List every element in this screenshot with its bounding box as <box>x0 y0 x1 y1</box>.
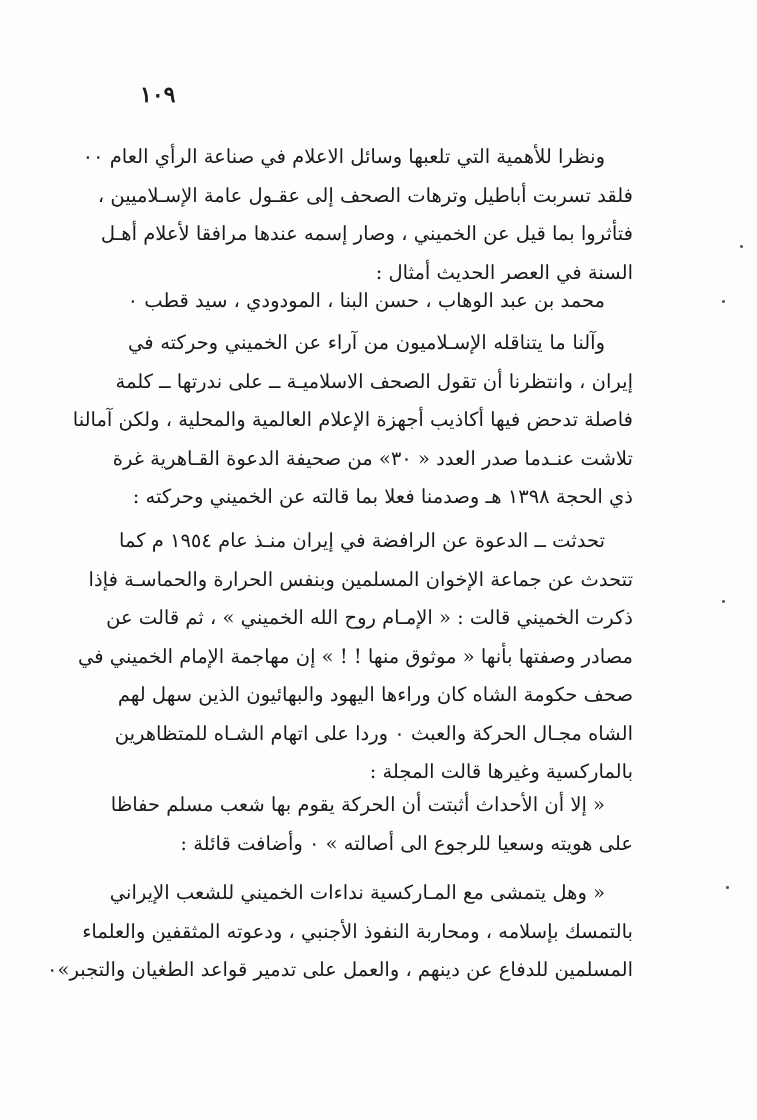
text-line: مصادر وصفتها بأنها « موثوق منها ! ! » إن مهاجمة الإمام الخميني في <box>77 644 633 668</box>
paragraph-names-list <box>128 282 633 321</box>
text-line: « وهل يتمشى مع المـاركسية نداءات الخميني للشعب الإيراني <box>109 881 605 904</box>
text-line: على هويته وسعيا للرجوع الى أصالته » ٠ وأضافت قائلة : <box>180 831 633 855</box>
text-line: تتحدث عن جماعة الإخوان المسلمين وبنفس الحرارة والحماسـة فإذا <box>88 567 633 591</box>
text-line: فتأثروا بما قيل عن الخميني ، وصار إسمه عندها مرافقا لأعلام أهـل <box>100 222 633 245</box>
paragraph-dawa-issue <box>72 324 633 517</box>
paragraph-media-influence <box>82 138 633 292</box>
text-line: تحدثت ــ الدعوة عن الرافضة في إيران منـذ عام ١٩٥٤ م كما <box>119 529 605 552</box>
text-line: فلقد تسربت أباطيل وترهات الصحف إلى عقـول عامة الإسـلاميين ، <box>97 183 633 207</box>
text-line: السنة في العصر الحديث أمثال : <box>375 260 633 284</box>
margin-speck <box>740 245 743 248</box>
text-line: وآلنا ما يتناقله الإسـلاميون من آراء عن الخميني وحركته في <box>128 331 605 354</box>
text-line: المسلمين للدفاع عن دينهم ، والعمل على تدمير قواعد الطغيان والتجبر»٠ <box>47 958 633 981</box>
text-line: ونظرا للأهمية التي تلعبها وسائل الاعلام في صناعة الرأي العام ٠٠ <box>82 145 605 168</box>
text-line: إيران ، وانتظرنا أن تقول الصحف الاسلاميـة ــ على ندرتها ــ كلمة <box>115 369 633 393</box>
text-line: الشاه مجـال الحركة والعبث ٠ وردا على اتهام الشـاه للمتظاهرين <box>114 721 633 745</box>
text-line: ذكرت الخميني قالت : « الإمـام روح الله الخميني » ، ثم قالت عن <box>106 606 633 629</box>
text-line: بالتمسك بإسلامه ، ومحاربة النفوذ الأجنبي ، ودعوته المثقفين والعلماء <box>82 919 633 943</box>
paragraph-dawa-report <box>77 522 633 792</box>
text-line: محمد بن عبد الوهاب ، حسن البنا ، المودودي ، سيد قطب ٠ <box>127 289 605 312</box>
text-line: صحف حكومة الشاه كان وراءها اليهود والبهائيون الذين سهل لهم <box>117 683 633 706</box>
margin-speck <box>722 600 725 603</box>
text-line: « إلا أن الأحداث أثبتت أن الحركة يقوم بها شعب مسلم حفاظا <box>110 793 605 816</box>
text-line: ذي الحجة ١٣٩٨ هـ وصدمنا فعلا بما قالته عن الخميني وحركته : <box>132 485 633 508</box>
page-number: ١٠٩ <box>140 82 176 108</box>
text-line: فاصلة تدحض فيها أكاذيب أجهزة الإعلام العالمية والمحلية ، ولكن آمالنا <box>72 408 633 431</box>
paragraph-quote-events <box>110 786 633 863</box>
text-line: تلاشت عنـدما صدر العدد « ٣٠» من صحيفة الدعوة القـاهرية غرة <box>112 446 633 470</box>
text-line: بالماركسية وغيرها قالت المجلة : <box>369 760 633 783</box>
paragraph-quote-marxism <box>47 874 633 990</box>
margin-speck <box>722 300 725 303</box>
margin-speck <box>726 886 729 889</box>
